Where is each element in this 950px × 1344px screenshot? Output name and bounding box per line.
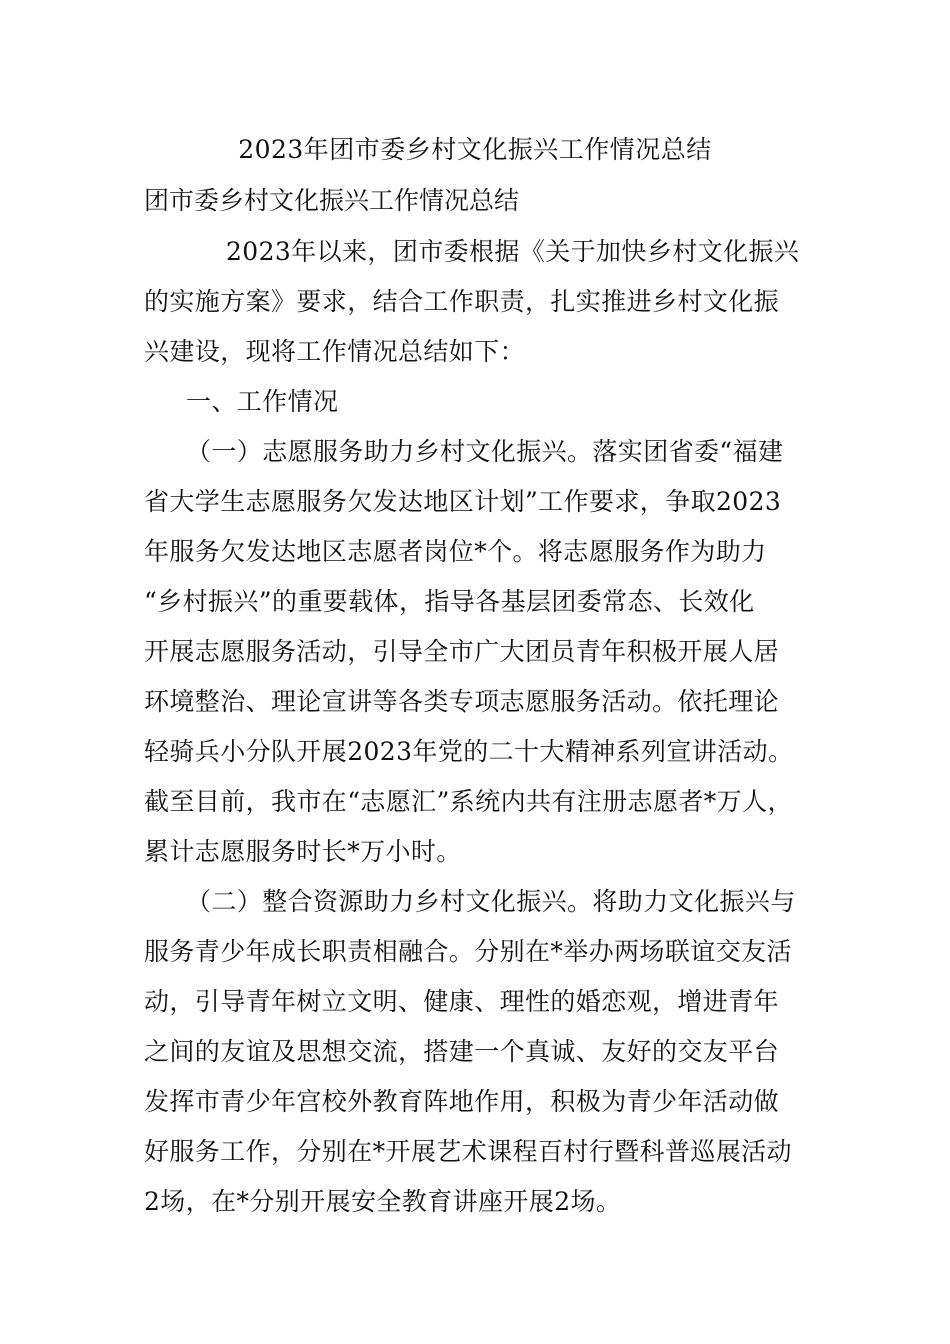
body-line: 截至目前，我市在“志愿汇”系统内共有注册志愿者*万人， — [144, 787, 793, 816]
body-line: 2场，在*分别开展安全教育讲座开展2场。 — [144, 1187, 622, 1216]
body-line: 2023年以来，团市委根据《关于加快乡村文化振兴 — [226, 237, 800, 266]
body-line: 的实施方案》要求，结合工作职责，扎实推进乡村文化振 — [144, 287, 780, 316]
document-title: 2023年团市委乡村文化振兴工作情况总结 — [238, 135, 712, 164]
document-subtitle: 团市委乡村文化振兴工作情况总结 — [144, 186, 520, 215]
body-line: 累计志愿服务时长*万小时。 — [144, 837, 462, 866]
body-line: 省大学生志愿服务欠发达地区计划”工作要求，争取2023 — [144, 487, 782, 516]
body-line: 环境整治、理论宣讲等各类专项志愿服务活动。依托理论 — [144, 687, 780, 716]
body-line: 好服务工作，分别在*开展艺术课程百村行暨科普巡展活动 — [144, 1137, 792, 1166]
body-line: 发挥市青少年宫校外教育阵地作用，积极为青少年活动做 — [144, 1087, 780, 1116]
body-line: 开展志愿服务活动，引导全市广大团员青年积极开展人居 — [144, 637, 780, 666]
section-heading: 一、工作情况 — [186, 387, 339, 416]
body-line: 服务青少年成长职责相融合。分别在*举办两场联谊交友活 — [144, 937, 792, 966]
body-line: 轻骑兵小分队开展2023年党的二十大精神系列宣讲活动。 — [144, 737, 794, 766]
body-line: （一）志愿服务助力乡村文化振兴。落实团省委“福建 — [186, 437, 784, 466]
body-line: 年服务欠发达地区志愿者岗位*个。将志愿服务作为助力 — [144, 537, 767, 566]
body-line: （二）整合资源助力乡村文化振兴。将助力文化振兴与 — [186, 887, 796, 916]
body-line: 兴建设，现将工作情况总结如下： — [144, 337, 526, 366]
body-line: 动，引导青年树立文明、健康、理性的婚恋观，增进青年 — [144, 987, 780, 1016]
body-line: “乡村振兴”的重要载体，指导各基层团委常态、长效化 — [144, 587, 755, 616]
body-line: 之间的友谊及思想交流，搭建一个真诚、友好的交友平台 — [144, 1037, 780, 1066]
